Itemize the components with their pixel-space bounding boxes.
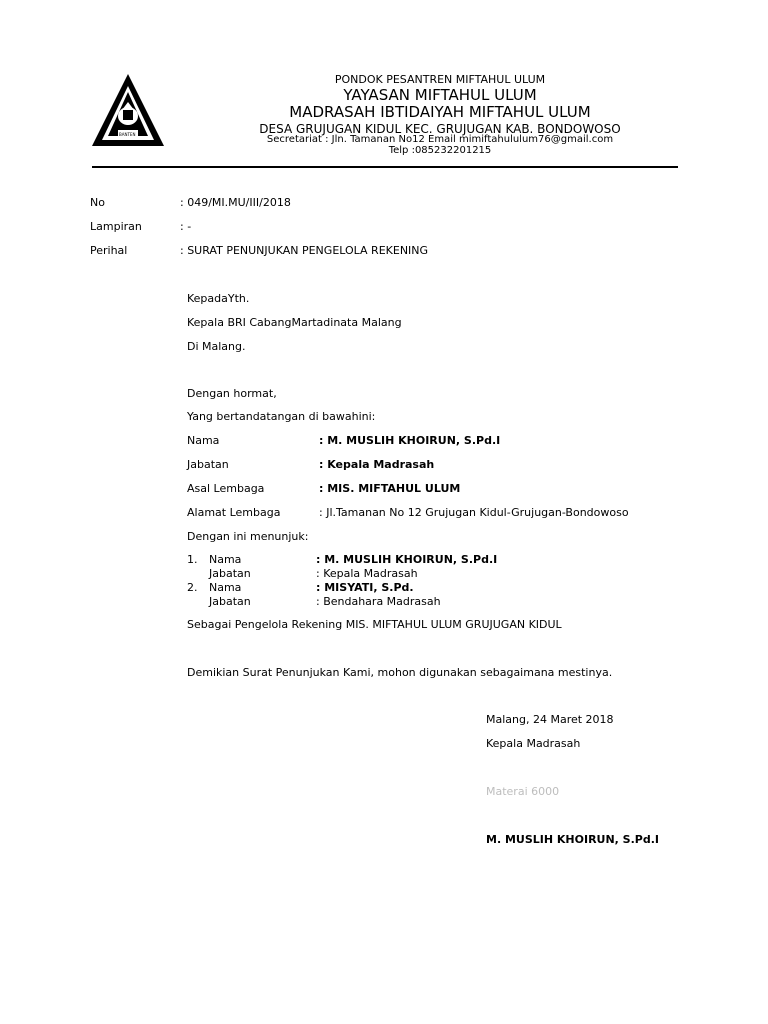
list-item-jabatan-value: : Bendahara Madrasah xyxy=(316,595,441,608)
perihal-value: : SURAT PENUNJUKAN PENGELOLA REKENING xyxy=(180,244,429,257)
lampiran-label: Lampiran xyxy=(90,220,142,233)
alamat-lembaga-value: : Jl.Tamanan No 12 Grujugan Kidul-Grujugan-Bondowoso xyxy=(319,506,629,519)
list-item-number: 1. xyxy=(187,553,198,566)
header-address: DESA GRUJUGAN KIDUL KEC. GRUJUGAN KAB. BONDOWOSO xyxy=(259,122,621,136)
list-item-jabatan-label: Jabatan xyxy=(209,567,251,580)
lampiran-value: : - xyxy=(180,220,192,233)
logo-text: BANTEN xyxy=(119,132,136,137)
addressee-line-2: Kepala BRI CabangMartadinata Malang xyxy=(187,316,402,329)
signer-title: Kepala Madrasah xyxy=(486,737,581,750)
header-line-1: PONDOK PESANTREN MIFTAHUL ULUM xyxy=(334,73,546,86)
header-divider xyxy=(92,166,678,168)
list-item-number: 2. xyxy=(187,581,198,594)
addressee-line-3: Di Malang. xyxy=(187,340,246,353)
header-secretariat: Secretariat : Jln. Tamanan No12 Email mimiftahululum76@gmail.com xyxy=(266,134,614,145)
addressee-line-1: KepadaYth. xyxy=(187,292,250,305)
materai-placeholder: Materai 6000 xyxy=(486,785,560,798)
asal-lembaga-value: : MIS. MIFTAHUL ULUM xyxy=(319,482,461,495)
greeting: Dengan hormat, xyxy=(187,387,277,400)
place-date: Malang, 24 Maret 2018 xyxy=(486,713,614,726)
jabatan-value: : Kepala Madrasah xyxy=(319,458,435,471)
perihal-label: Perihal xyxy=(90,244,128,257)
jabatan-label: Jabatan xyxy=(187,458,229,471)
no-value: : 049/MI.MU/III/2018 xyxy=(180,196,291,209)
sebagai-text: Sebagai Pengelola Rekening MIS. MIFTAHUL ULUM GRUJUGAN KIDUL xyxy=(187,618,562,631)
signer-name: M. MUSLIH KHOIRUN, S.Pd.I xyxy=(486,833,659,846)
list-item-nama-value: : MISYATI, S.Pd. xyxy=(316,581,414,594)
list-item-nama-label: Nama xyxy=(209,553,242,566)
list-item-jabatan-value: : Kepala Madrasah xyxy=(316,567,418,580)
alamat-lembaga-label: Alamat Lembaga xyxy=(187,506,281,519)
no-label: No xyxy=(90,196,105,209)
intro: Yang bertandatangan di bawahini: xyxy=(187,410,376,423)
menunjuk-text: Dengan ini menunjuk: xyxy=(187,530,309,543)
nama-label: Nama xyxy=(187,434,220,447)
header-school-name: MADRASAH IBTIDAIYAH MIFTAHUL ULUM xyxy=(289,103,591,121)
list-item-nama-value: : M. MUSLIH KHOIRUN, S.Pd.I xyxy=(316,553,498,566)
school-emblem-icon xyxy=(90,72,166,150)
closing-text: Demikian Surat Penunjukan Kami, mohon digunakan sebagaimana mestinya. xyxy=(187,666,613,679)
list-item-nama-label: Nama xyxy=(209,581,242,594)
header-phone: Telp :085232201215 xyxy=(388,145,492,156)
nama-value: : M. MUSLIH KHOIRUN, S.Pd.I xyxy=(319,434,501,447)
asal-lembaga-label: Asal Lembaga xyxy=(187,482,265,495)
header-foundation-name: YAYASAN MIFTAHUL ULUM xyxy=(343,86,537,104)
list-item-jabatan-label: Jabatan xyxy=(209,595,251,608)
